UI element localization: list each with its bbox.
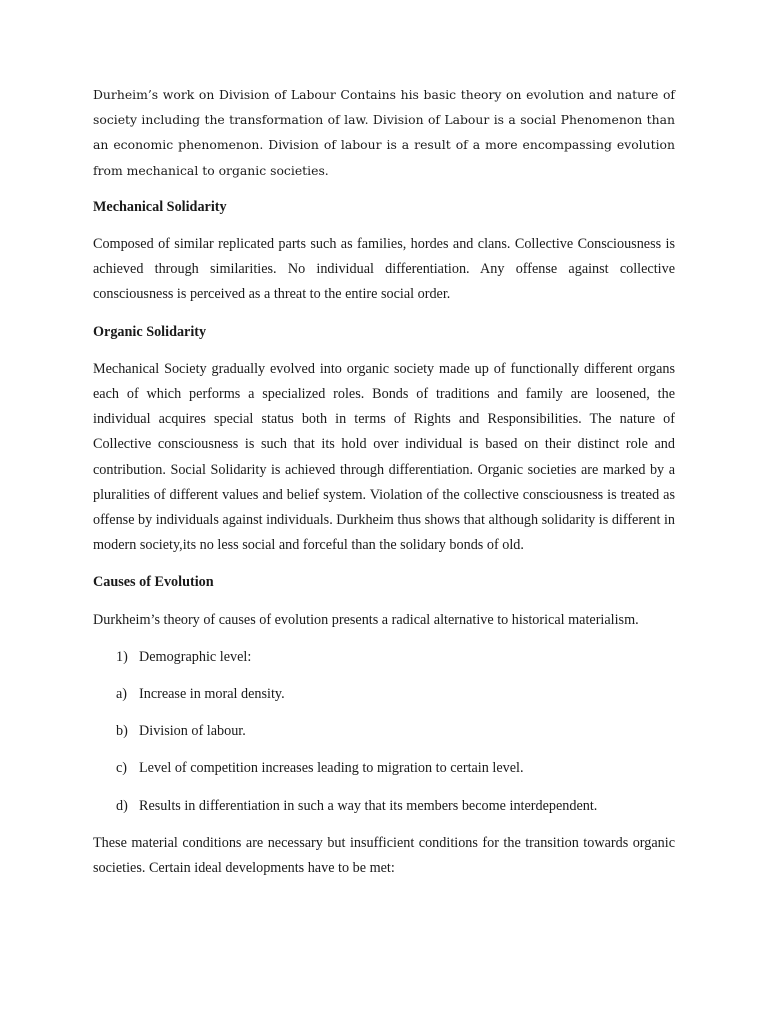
list-item [93, 794, 675, 819]
list-text: Results in differentiation in such a way that its members become interdependent. [139, 797, 598, 814]
heading-causes-of-evolution: Causes of Evolution [93, 574, 214, 591]
organic-paragraph: Mechanical Society gradually evolved into organic society made up of functionally different organs each of which performs a specialized roles. Bonds of traditions and family are loosened, the individual acquires special status both in terms of Rights and Responsibilities. The nature of Collective consciousness is such that its hold over individual is based on their distinct role and contribution. Social Solidarity is achieved through differentiation. Organic societies are marked by a pluralities of different values and belief system. Violation of the collective consciousness is treated as offense by individuals against individuals. Durkheim thus shows that although solidarity is different in modern society,its no less social and forceful than the solidary bonds of old. [93, 360, 675, 554]
heading-mechanical-solidarity: Mechanical Solidarity [93, 198, 227, 215]
causes-list [93, 645, 675, 819]
list-marker: b) [116, 723, 128, 740]
list-item [93, 682, 675, 707]
mechanical-paragraph: Composed of similar replicated parts such as families, hordes and clans. Collective Consciousness is achieved through similarities. No individual differentiation. Any offense against collective consciousness is perceived as a threat to the entire social order. [93, 236, 675, 303]
list-item [93, 719, 675, 744]
list-marker: c) [116, 760, 128, 777]
list-item [93, 645, 675, 670]
list-item [93, 756, 675, 781]
list-text: Division of labour. [139, 723, 246, 740]
list-marker: d) [116, 797, 128, 814]
list-text: Increase in moral density. [139, 686, 285, 703]
list-text: Level of competition increases leading to migration to certain level. [139, 760, 524, 777]
list-text: Demographic level: [139, 648, 252, 665]
page-content [93, 82, 675, 881]
intro-paragraph: Durheim’s work on Division of Labour Contains his basic theory on evolution and nature of society including the transformation of law. Division of Labour is a social Phenomenon than an economic phenomenon. Division of labour is a result of a more encompassing evolution from mechanical to organic societies. [93, 87, 675, 178]
list-marker: a) [116, 686, 128, 703]
causes-paragraph: Durkheim’s theory of causes of evolution presents a radical alternative to historical materialism. [93, 611, 639, 628]
heading-organic-solidarity: Organic Solidarity [93, 323, 207, 340]
closing-paragraph: These material conditions are necessary but insufficient conditions for the transition towards organic societies. Certain ideal developments have to be met: [93, 834, 675, 877]
list-marker: 1) [116, 648, 128, 665]
